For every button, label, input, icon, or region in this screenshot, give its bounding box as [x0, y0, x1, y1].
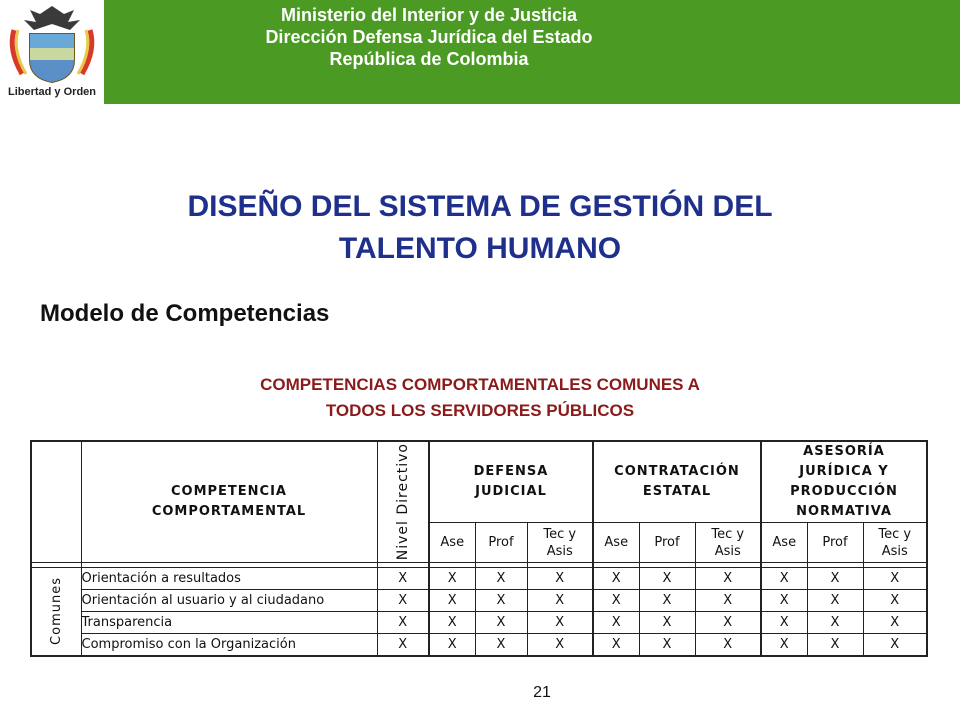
- competency-name: Compromiso con la Organización: [81, 634, 377, 656]
- directorate-name: Dirección Defensa Jurídica del Estado: [265, 27, 593, 47]
- group-contratacion-line2: ESTATAL: [642, 484, 712, 499]
- mark-cell: X: [695, 612, 761, 634]
- subheader-prof: Prof: [475, 523, 527, 563]
- subheader-prof: Prof: [807, 523, 863, 563]
- subheader-tec-line1: Tec y: [711, 526, 745, 542]
- table-row: [31, 568, 927, 590]
- slide-title: [0, 186, 960, 270]
- mark-cell: X: [593, 634, 639, 656]
- group-asesoria-line2: JURÍDICA Y: [799, 464, 889, 479]
- competency-name: Orientación al usuario y al ciudadano: [81, 590, 377, 612]
- competencia-header: [81, 441, 377, 563]
- subheader-tec-line1: Tec y: [878, 526, 912, 542]
- mark-cell: X: [593, 568, 639, 590]
- mark-cell: X: [863, 590, 927, 612]
- mark-cell: X: [475, 568, 527, 590]
- group-contratacion-line1: CONTRATACIÓN: [614, 464, 740, 479]
- mark-cell: X: [377, 590, 429, 612]
- competency-rows: [31, 568, 927, 656]
- mark-cell: X: [639, 590, 695, 612]
- mark-cell: X: [639, 568, 695, 590]
- group-defensa-line1: DEFENSA: [473, 464, 549, 479]
- mark-cell: X: [761, 590, 807, 612]
- competencia-header-line2: COMPORTAMENTAL: [151, 504, 307, 519]
- blank-corner-cell: [31, 441, 81, 563]
- logo-motto: Libertad y Orden: [7, 86, 97, 98]
- subheader-prof: Prof: [639, 523, 695, 563]
- subheader-ase: Ase: [761, 523, 807, 563]
- table-caption-line1: COMPETENCIAS COMPORTAMENTALES COMUNES A: [260, 375, 700, 394]
- table-caption-line2: TODOS LOS SERVIDORES PÚBLICOS: [325, 401, 635, 420]
- mark-cell: X: [429, 590, 475, 612]
- table-caption: [0, 372, 960, 424]
- mark-cell: X: [527, 568, 593, 590]
- mark-cell: X: [807, 568, 863, 590]
- mark-cell: X: [807, 612, 863, 634]
- mark-cell: X: [695, 634, 761, 656]
- group-header-contratacion: [593, 441, 761, 523]
- mark-cell: X: [807, 590, 863, 612]
- mark-cell: X: [863, 612, 927, 634]
- subheader-tec-line2: Asis: [714, 543, 741, 559]
- competencies-table: [30, 440, 928, 657]
- mark-cell: X: [377, 568, 429, 590]
- group-asesoria-line1: ASESORÍA: [803, 444, 885, 459]
- group-defensa-line2: JUDICIAL: [475, 484, 547, 499]
- page-number: 21: [533, 684, 551, 701]
- mark-cell: X: [807, 634, 863, 656]
- competencia-header-line1: COMPETENCIA: [170, 484, 287, 499]
- subheader-tec-asis: [695, 523, 761, 563]
- mark-cell: X: [695, 590, 761, 612]
- group-header-defensa: [429, 441, 593, 523]
- mark-cell: X: [761, 634, 807, 656]
- table-row: [31, 612, 927, 634]
- mark-cell: X: [863, 568, 927, 590]
- mark-cell: X: [761, 612, 807, 634]
- slide-subtitle: Modelo de Competencias: [40, 300, 330, 327]
- group-label-comunes: Comunes: [48, 577, 64, 646]
- mark-cell: X: [429, 612, 475, 634]
- mark-cell: X: [527, 590, 593, 612]
- header-row-groups: [31, 441, 927, 523]
- subheader-tec-asis: [527, 523, 593, 563]
- subheader-ase: Ase: [593, 523, 639, 563]
- group-asesoria-line4: NORMATIVA: [796, 504, 892, 519]
- mark-cell: X: [527, 634, 593, 656]
- table-row: [31, 634, 927, 656]
- mark-cell: X: [429, 568, 475, 590]
- mark-cell: X: [639, 612, 695, 634]
- mark-cell: X: [593, 590, 639, 612]
- subheader-tec-line1: Tec y: [543, 526, 577, 542]
- subheader-tec-line2: Asis: [546, 543, 573, 559]
- ministry-name: Ministerio del Interior y de Justicia: [280, 5, 578, 25]
- table-row: [31, 590, 927, 612]
- subheader-ase: Ase: [429, 523, 475, 563]
- group-header-asesoria: [761, 441, 927, 523]
- competency-name: Orientación a resultados: [81, 568, 377, 590]
- mark-cell: X: [761, 568, 807, 590]
- group-asesoria-line3: PRODUCCIÓN: [790, 484, 898, 499]
- country-name: República de Colombia: [329, 49, 529, 69]
- mark-cell: X: [639, 634, 695, 656]
- competency-name: Transparencia: [81, 612, 377, 634]
- mark-cell: X: [593, 612, 639, 634]
- subheader-tec-line2: Asis: [881, 543, 908, 559]
- nivel-directivo-header: [377, 441, 429, 563]
- nivel-directivo-label: Nivel Directivo: [394, 443, 411, 561]
- mark-cell: X: [475, 612, 527, 634]
- mark-cell: X: [377, 612, 429, 634]
- mark-cell: X: [475, 634, 527, 656]
- mark-cell: X: [475, 590, 527, 612]
- slide-title-line1: DISEÑO DEL SISTEMA DE GESTIÓN DEL: [187, 190, 773, 223]
- mark-cell: X: [527, 612, 593, 634]
- mark-cell: X: [863, 634, 927, 656]
- mark-cell: X: [429, 634, 475, 656]
- slide-title-line2: TALENTO HUMANO: [338, 232, 622, 265]
- mark-cell: X: [377, 634, 429, 656]
- mark-cell: X: [695, 568, 761, 590]
- group-label-cell: [31, 568, 81, 656]
- subheader-tec-asis: [863, 523, 927, 563]
- header-banner: [104, 0, 960, 104]
